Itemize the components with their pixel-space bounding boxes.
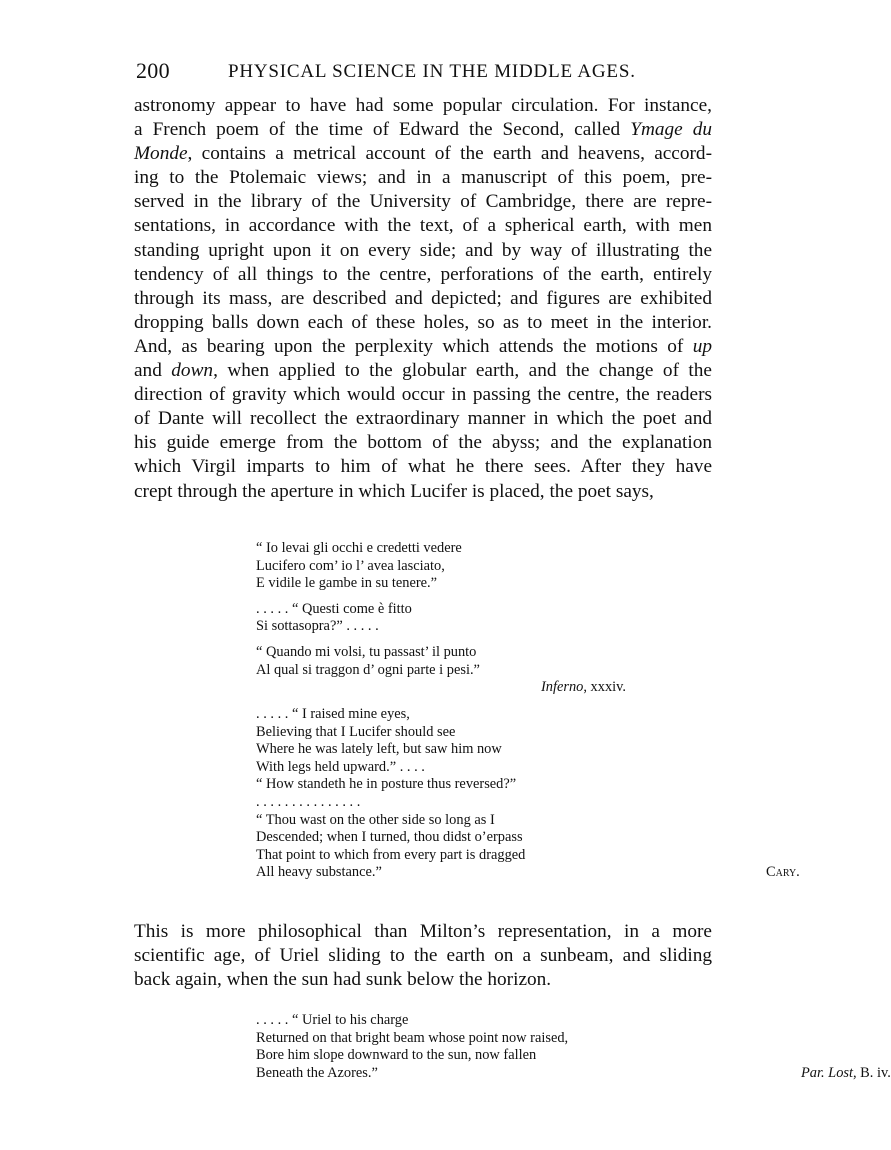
verse-line: Returned on that bright beam whose point now raised,	[256, 1029, 569, 1046]
page-header	[136, 58, 726, 86]
paragraph-2	[134, 920, 712, 992]
text-line: a French poem of the time of Edward the Second, called Ymage du	[134, 119, 713, 141]
running-title: PHYSICAL SCIENCE IN THE MIDDLE AGES.	[228, 61, 636, 82]
text-line: astronomy appear to have had some popular circulation. For instance,	[134, 95, 712, 116]
verse-line: Where he was lately left, but saw him now	[256, 741, 502, 758]
page-number: 200	[136, 58, 170, 83]
verse-line: “ How standeth he in posture thus reversed?”	[256, 776, 517, 793]
verse-line-with-citation: All heavy substance.” Cary.	[256, 864, 800, 881]
text-line: and down, when applied to the globular earth, and the change of the	[134, 360, 712, 382]
verse-citation: Par. Lost, B. iv.	[801, 1064, 891, 1081]
paragraph-1	[134, 94, 712, 504]
text-line: through its mass, are described and depicted; and figures are exhibited	[134, 287, 712, 309]
verse-line: Descended; when I turned, thou didst o’erpass	[256, 829, 523, 846]
verse-line: . . . . . “ I raised mine eyes,	[256, 706, 410, 722]
verse-line: With legs held upward.” . . . .	[256, 758, 425, 775]
text-line: Monde, contains a metrical account of the earth and heavens, accord-	[134, 143, 712, 165]
verse-line: “ Quando mi volsi, tu passast’ il punto	[256, 643, 477, 660]
italic-word: down	[171, 360, 214, 382]
verse-line: Si sottasopra?” . . . . .	[256, 618, 379, 635]
text-line: his guide emerge from the bottom of the abyss; and the explanation	[134, 432, 712, 454]
text-line: sentations, in accordance with the text, of a spherical earth, with men	[134, 215, 712, 237]
italic-title: Monde	[134, 143, 188, 165]
citation-title: Inferno	[540, 679, 584, 696]
verse-line: E vidile le gambe in su tenere.”	[256, 575, 438, 592]
verse-line: “ Thou wast on the other side so long as I	[256, 811, 495, 828]
italic-title: Ymage du	[630, 119, 713, 141]
text-line: crept through the aperture in which Lucifer is placed, the poet says,	[134, 480, 654, 502]
verse-citation: Inferno, xxxiv.	[540, 679, 626, 696]
text-line: ing to the Ptolemaic views; and in a manuscript of this poem, pre-	[134, 167, 712, 189]
verse-line: Al qual si traggon d’ ogni parte i pesi.”	[256, 661, 480, 678]
italian-verse-quote	[256, 540, 626, 697]
text-line: And, as bearing upon the perplexity which attends the motions of up	[134, 335, 712, 357]
milton-verse-quote	[256, 1012, 891, 1082]
text-line: This is more philosophical than Milton’s representation, in a more	[134, 921, 712, 942]
verse-line: Bore him slope downward to the sun, now fallen	[256, 1047, 537, 1064]
verse-line: . . . . . “ Uriel to his charge	[256, 1012, 409, 1028]
text-line: dropping balls down each of these holes, so as to meet in the interior.	[134, 311, 712, 333]
verse-line: . . . . . “ Questi come è fitto	[256, 600, 412, 617]
text-line: back again, when the sun had sunk below the horizon.	[134, 969, 552, 991]
text-line: tendency of all things to the centre, perforations of the earth, entirely	[134, 263, 712, 285]
text-line: of Dante will recollect the extraordinary manner in which the poet and	[134, 408, 712, 430]
text-line: standing upright upon it on every side; and by way of illustrating the	[134, 239, 712, 261]
translator-credit: Cary.	[766, 864, 800, 881]
verse-line: Lucifero com’ io l’ avea lasciato,	[256, 557, 445, 574]
verse-line: . . . . . . . . . . . . . . .	[256, 793, 361, 810]
text-line: served in the library of the University of Cambridge, there are repre-	[134, 191, 712, 213]
verse-line: “ Io levai gli occhi e credetti vedere	[256, 540, 462, 556]
english-verse-quote	[256, 706, 800, 882]
italic-word: up	[692, 335, 712, 357]
text-line: direction of gravity which would occur in passing the centre, the readers	[134, 384, 712, 406]
text-line: which Virgil imparts to him of what he there sees. After they have	[134, 456, 712, 478]
citation-title: Par. Lost	[801, 1064, 853, 1081]
verse-line-with-citation: Beneath the Azores.” Par. Lost, B. iv.	[256, 1064, 891, 1081]
verse-line: That point to which from every part is dragged	[256, 846, 526, 863]
verse-line: Believing that I Lucifer should see	[256, 723, 456, 740]
text-line: scientific age, of Uriel sliding to the earth on a sunbeam, and sliding	[134, 945, 712, 967]
